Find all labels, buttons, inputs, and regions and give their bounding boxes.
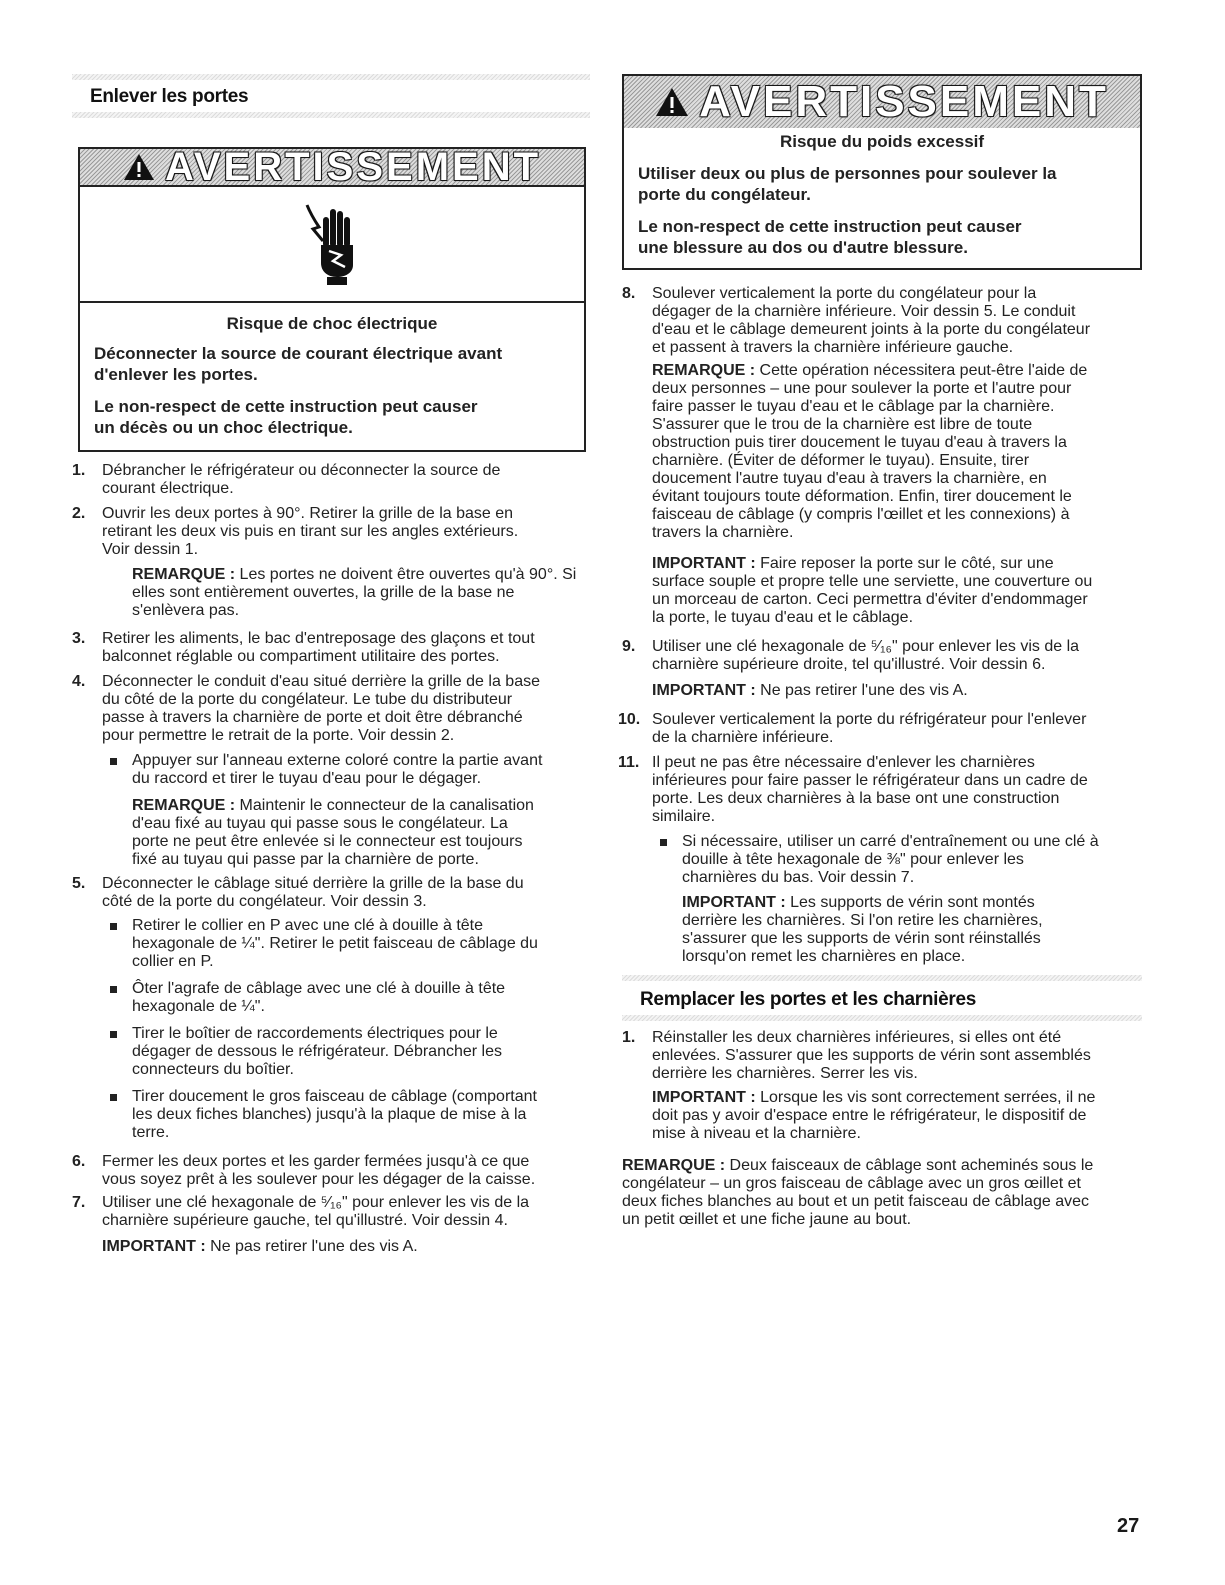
step-line: un petit œillet et une fiche jaune au bout.	[622, 1211, 912, 1228]
bullet-icon	[110, 758, 117, 765]
warning-hazard: Risque du poids excessif	[779, 132, 985, 151]
step-line: Tirer doucement le gros faisceau de câblage (comportant	[132, 1088, 537, 1105]
step-line: REMARQUE : Deux faisceaux de câblage sont acheminés sous le	[622, 1157, 1094, 1174]
warning-icon-panel	[80, 185, 584, 303]
step-line: derrière les charnières. Serrer les vis.	[652, 1065, 918, 1082]
section-header-replace-doors	[622, 975, 1142, 1015]
step-number: 8.	[622, 285, 636, 302]
step-line: derrière les charnières. Si l'on retire les charnières,	[682, 912, 1043, 929]
step-line: inférieures pour faire passer le réfrigérateur dans un cadre de	[652, 772, 1088, 789]
warning-instruction-2: porte du congélateur.	[638, 185, 811, 204]
warning-consequence-2: un décès ou un choc électrique.	[94, 418, 353, 437]
step-line: hexagonale de ¼".	[132, 998, 265, 1015]
step-line: enlevées. S'assurer que les supports de vérin sont assemblés	[652, 1047, 1091, 1064]
step-line: REMARQUE : Cette opération nécessitera peut-être l'aide de	[652, 362, 1088, 379]
step-number: 1.	[72, 462, 86, 479]
step-line: la porte, le tuyau d'eau et le câblage.	[652, 609, 914, 626]
warning-consequence-2: une blessure au dos ou d'autre blessure.	[638, 238, 968, 257]
step-line: un morceau de carton. Ceci permettra d'éviter d'endommager	[652, 591, 1088, 608]
warning-hazard: Risque de choc électrique	[226, 314, 438, 333]
step-line: Tirer le boîtier de raccordements électriques pour le	[132, 1025, 498, 1042]
step-number: 11.	[618, 754, 640, 771]
step-line: Appuyer sur l'anneau externe coloré contre la partie avant	[132, 752, 543, 769]
step-line: Voir dessin 1.	[102, 541, 199, 558]
step-number: 6.	[72, 1153, 86, 1170]
step-line: Réinstaller les deux charnières inférieures, si elles ont été	[652, 1029, 1062, 1046]
step-number: 1.	[622, 1029, 636, 1046]
step-line: courant électrique.	[102, 480, 234, 497]
step-line: Ouvrir les deux portes à 90°. Retirer la grille de la base en	[102, 505, 514, 522]
bullet-icon	[110, 986, 117, 993]
step-line: lorsqu'on remet les charnières en place.	[682, 948, 966, 965]
step-line: évitant toujours toute déformation. Enfin, tirer doucement le	[652, 488, 1072, 505]
warning-box-weight	[622, 74, 1142, 270]
step-line: du raccord et tirer le tuyau d'eau pour le dégager.	[132, 770, 482, 787]
step-line: mise à niveau et la charnière.	[652, 1125, 861, 1142]
step-line: doit pas y avoir d'espace entre le réfrigérateur, le dispositif de	[652, 1107, 1087, 1124]
step-line: dégager de la charnière inférieure. Voir dessin 5. Le conduit	[652, 303, 1076, 320]
step-line: Soulever verticalement la porte du réfrigérateur pour l'enlever	[652, 711, 1087, 728]
step-line: Ôter l'agrafe de câblage avec une clé à douille à tête	[132, 980, 506, 997]
step-line: deux fiches blanches au bout et un petit faisceau de câblage avec	[622, 1193, 1089, 1210]
warning-box-electric	[78, 144, 586, 452]
step-line: IMPORTANT : Ne pas retirer l'une des vis A.	[652, 682, 968, 699]
step-line: charnières du bas. Voir dessin 7.	[682, 869, 915, 886]
step-line: Utiliser une clé hexagonale de ⁵⁄₁₆" pour enlever les vis de la	[652, 638, 1080, 655]
step-line: Débrancher le réfrigérateur ou déconnecter la source de	[102, 462, 501, 479]
step-label: IMPORTANT :	[652, 682, 756, 699]
warning-consequence-1: Le non-respect de cette instruction peut causer	[638, 217, 1022, 236]
step-line: IMPORTANT : Ne pas retirer l'une des vis A.	[102, 1238, 418, 1255]
section-rule-bottom	[622, 1015, 1142, 1021]
warning-instruction-1: Déconnecter la source de courant électrique avant	[94, 344, 503, 363]
step-label: IMPORTANT :	[652, 1089, 756, 1106]
step-line: REMARQUE : Maintenir le connecteur de la canalisation	[132, 797, 534, 814]
step-line: Utiliser une clé hexagonale de ⁵⁄₁₆" pour enlever les vis de la	[102, 1194, 530, 1211]
step-label: IMPORTANT :	[682, 894, 786, 911]
step-line: faisceau de câblage (y compris l'œillet et les connexions) à	[652, 506, 1070, 523]
step-label: REMARQUE :	[652, 362, 756, 379]
step-label: IMPORTANT :	[652, 555, 756, 572]
bullet-icon	[110, 1031, 117, 1038]
step-line: congélateur – un gros faisceau de câblage avec un gros œillet et	[622, 1175, 1081, 1192]
step-line: doucement l'autre tuyau d'eau à travers la charnière, en	[652, 470, 1047, 487]
step-line: fixé au tuyau qui passe par la charnière de porte.	[132, 851, 479, 868]
step-line: terre.	[132, 1124, 170, 1141]
step-line: charnière supérieure droite, tel qu'illustré. Voir dessin 6.	[652, 656, 1046, 673]
step-line: travers la charnière.	[652, 524, 794, 541]
step-line: charnière. (Éviter de déformer le tuyau). Ensuite, tirer	[652, 452, 1030, 469]
warning-instruction-2: d'enlever les portes.	[94, 365, 258, 384]
section-rule-top	[72, 74, 590, 80]
step-line: deux personnes – une pour soulever la porte et l'autre pour	[652, 380, 1072, 397]
step-number: 5.	[72, 875, 86, 892]
step-line: dégager de dessous le réfrigérateur. Débrancher les	[132, 1043, 502, 1060]
warning-banner	[80, 144, 584, 189]
step-number: 10.	[618, 711, 641, 728]
step-line: Si nécessaire, utiliser un carré d'entraînement ou une clé à	[682, 833, 1099, 850]
step-line: Déconnecter le conduit d'eau situé derrière la grille de la base	[102, 673, 540, 690]
bullet-icon	[110, 1094, 117, 1101]
step-number: 7.	[72, 1194, 86, 1211]
step-line: passe à travers la charnière de porte et doit être débranché	[102, 709, 523, 726]
step-label: REMARQUE :	[132, 566, 236, 583]
step-line: porte ne peut être enlevée si le connecteur est toujours	[132, 833, 523, 850]
step-line: faire passer le tuyau d'eau et le câblage par la charnière.	[652, 398, 1055, 415]
step-line: douille à tête hexagonale de ⅜" pour enlever les	[682, 851, 1024, 868]
step-number: 4.	[72, 673, 86, 690]
step-line: IMPORTANT : Les supports de vérin sont montés	[682, 894, 1035, 911]
warning-triangle-icon	[123, 153, 155, 181]
bullet-icon	[660, 839, 667, 846]
step-line: s'enlèvera pas.	[132, 602, 240, 619]
step-line: Retirer les aliments, le bac d'entreposage des glaçons et tout	[102, 630, 535, 647]
section-title: Enlever les portes	[90, 86, 249, 107]
step-line: Déconnecter le câblage situé derrière la grille de la base du	[102, 875, 524, 892]
step-line: balconnet réglable ou compartiment utilitaire des portes.	[102, 648, 500, 665]
step-line: S'assurer que le trou de la charnière est libre de toute	[652, 416, 1033, 433]
section-title: Remplacer les portes et les charnières	[640, 989, 977, 1010]
warning-triangle-icon	[655, 87, 689, 117]
step-line: s'assurer que les supports de vérin sont réinstallés	[682, 930, 1041, 947]
step-line: d'eau et le câblage demeurent joints à la porte du congélateur	[652, 321, 1091, 338]
step-line: elles sont entièrement ouvertes, la grille de la base ne	[132, 584, 515, 601]
step-line: similaire.	[652, 808, 716, 825]
warning-banner-text: AVERTISSEMENT	[699, 77, 1109, 126]
step-line: Soulever verticalement la porte du congélateur pour la	[652, 285, 1037, 302]
step-line: les deux fiches blanches) jusqu'à la plaque de mise à la	[132, 1106, 527, 1123]
step-number: 3.	[72, 630, 86, 647]
warning-instruction-1: Utiliser deux ou plus de personnes pour soulever la	[638, 164, 1057, 183]
step-line: hexagonale de ¼". Retirer le petit faisceau de câblage du	[132, 935, 538, 952]
electric-shock-hand-icon	[305, 201, 359, 287]
page-number: 27	[1117, 1515, 1140, 1537]
step-number: 2.	[72, 505, 86, 522]
step-label: IMPORTANT :	[102, 1238, 206, 1255]
warning-banner-text: AVERTISSEMENT	[164, 144, 542, 189]
step-line: connecteurs du boîtier.	[132, 1061, 294, 1078]
step-line: du côté de la porte du congélateur. Le tube du distributeur	[102, 691, 513, 708]
step-line: Retirer le collier en P avec une clé à douille à tête	[132, 917, 484, 934]
step-line: charnière supérieure gauche, tel qu'illustré. Voir dessin 4.	[102, 1212, 508, 1229]
step-line: porte. Les deux charnières à la base ont une construction	[652, 790, 1060, 807]
step-line: REMARQUE : Les portes ne doivent être ouvertes qu'à 90°. Si	[132, 566, 577, 583]
section-rule-top	[622, 975, 1142, 981]
section-rule-bottom	[72, 112, 590, 118]
bullet-icon	[110, 923, 117, 930]
step-line: IMPORTANT : Faire reposer la porte sur le côté, sur une	[652, 555, 1054, 572]
step-line: côté de la porte du congélateur. Voir dessin 3.	[102, 893, 427, 910]
step-number: 9.	[622, 638, 636, 655]
step-line: collier en P.	[132, 953, 214, 970]
step-line: d'eau fixé au tuyau qui passe sous le congélateur. La	[132, 815, 508, 832]
step-line: pour permettre le retrait de la porte. Voir dessin 2.	[102, 727, 455, 744]
step-line: Fermer les deux portes et les garder fermées jusqu'à ce que	[102, 1153, 530, 1170]
step-label: REMARQUE :	[132, 797, 236, 814]
step-line: vous soyez prêt à les soulever pour les dégager de la caisse.	[102, 1171, 536, 1188]
step-line: IMPORTANT : Lorsque les vis sont correctement serrées, il ne	[652, 1089, 1096, 1106]
step-line: retirant les deux vis puis en tirant sur les angles extérieurs.	[102, 523, 519, 540]
step-line: de la charnière inférieure.	[652, 729, 834, 746]
section-header-remove-doors	[72, 74, 590, 114]
step-line: Il peut ne pas être nécessaire d'enlever les charnières	[652, 754, 1035, 771]
warning-consequence-1: Le non-respect de cette instruction peut causer	[94, 397, 478, 416]
step-line: et passent à travers la charnière inférieure gauche.	[652, 339, 1014, 356]
step-line: surface souple et propre telle une serviette, une couverture ou	[652, 573, 1093, 590]
step-line: obstruction puis tirer doucement le tuyau d'eau à travers la	[652, 434, 1067, 451]
step-label: REMARQUE :	[622, 1157, 726, 1174]
warning-banner	[624, 76, 1140, 128]
